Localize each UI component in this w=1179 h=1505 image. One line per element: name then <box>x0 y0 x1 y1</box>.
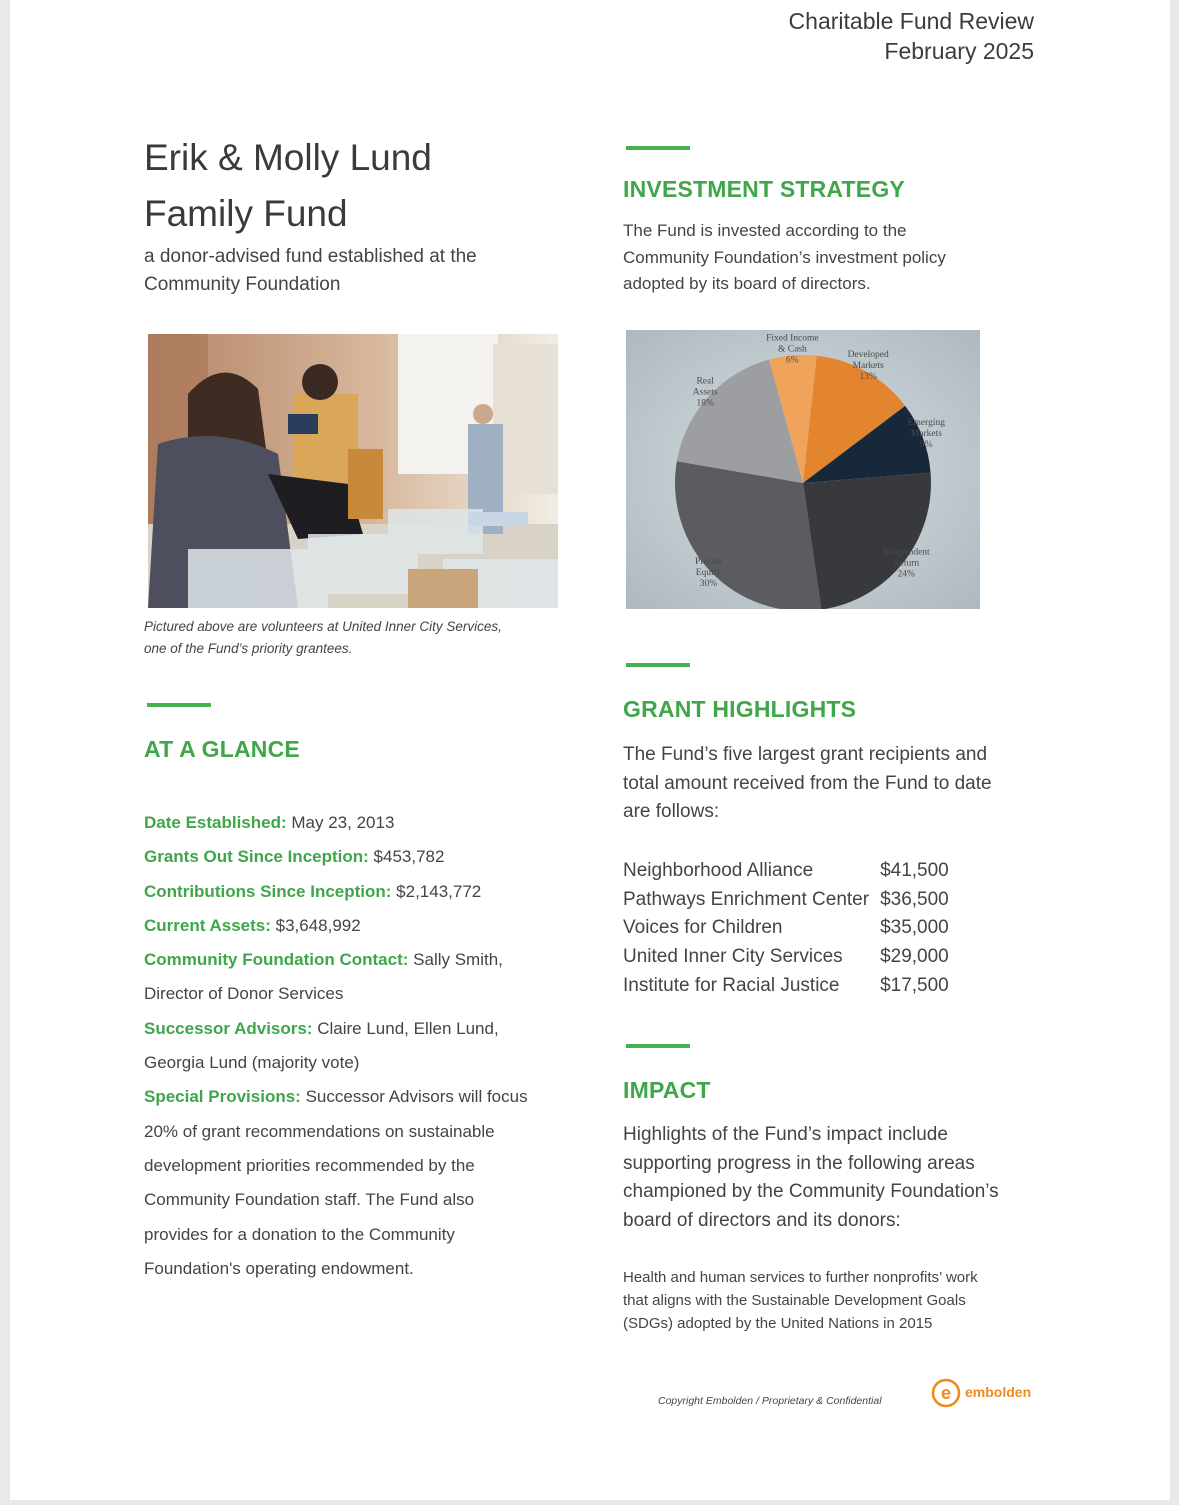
report-type: Charitable Fund Review <box>788 8 1034 34</box>
fact-special-cont-4: provides for a donation to the Community <box>144 1224 455 1244</box>
recipient-name: Voices for Children <box>623 917 783 939</box>
pie-label: Real Assets 18% <box>692 376 718 409</box>
fact-contact <box>144 943 574 977</box>
fact-label: Date Established: <box>144 813 287 832</box>
fund-title-line2: Family Fund <box>144 193 348 234</box>
glance-accent-bar <box>147 703 211 707</box>
impact-title: IMPACT <box>623 1077 711 1103</box>
investment-line2: Community Foundation’s investment policy <box>623 247 946 267</box>
copyright-notice: Copyright Embolden / Proprietary & Confidential <box>658 1395 882 1407</box>
recipient-amount: $35,000 <box>880 917 949 939</box>
report-date: February 2025 <box>884 38 1034 64</box>
fund-subtitle-line2: Community Foundation <box>144 274 341 295</box>
fact-value: $3,648,992 <box>270 915 361 935</box>
fund-title <box>144 130 432 242</box>
investment-line1: The Fund is invested according to the <box>623 221 907 240</box>
fact-value: Sally Smith, <box>408 950 503 970</box>
fact-special-provisions <box>144 1080 574 1114</box>
investment-title: INVESTMENT STRATEGY <box>623 176 905 202</box>
fact-contact-cont: Director of Donor Services <box>144 984 344 1004</box>
recipient-amount: $29,000 <box>880 946 949 968</box>
fund-subtitle-line1: a donor-advised fund established at the <box>144 246 477 267</box>
grants-intro-line2: total amount received from the Fund to date <box>623 772 992 794</box>
impact-area-line1: Health and human services to further nonprofits’ work <box>623 1269 978 1286</box>
fact-grants-out <box>144 840 574 874</box>
table-row <box>623 886 949 915</box>
impact-area-line2: that aligns with the Sustainable Development Goals <box>623 1292 966 1309</box>
recipient-name: Institute for Racial Justice <box>623 974 840 996</box>
fact-special-cont-3: Community Foundation staff. The Fund also <box>144 1190 475 1210</box>
recipient-amount: $41,500 <box>880 860 949 881</box>
caption-line1: Pictured above are volunteers at United Inner City Services, <box>144 619 502 634</box>
fact-current-assets <box>144 909 574 943</box>
impact-accent-bar <box>626 1044 690 1048</box>
fact-label: Community Foundation Contact: <box>144 950 409 970</box>
embolden-logo-icon <box>931 1378 961 1413</box>
impact-line2: supporting progress in the following areas <box>623 1152 975 1174</box>
grant-recipients-table <box>623 857 949 1001</box>
investment-accent-bar <box>626 146 690 150</box>
pie-label: Emerging Markets 9% <box>907 418 946 451</box>
embolden-logo-text: embolden <box>965 1384 1032 1400</box>
table-row <box>623 972 949 1001</box>
allocation-pie-chart <box>626 330 980 609</box>
photo-caption <box>144 616 502 660</box>
caption-line2: one of the Fund’s priority grantees. <box>144 641 353 656</box>
table-row <box>623 943 949 972</box>
fact-date-established <box>144 806 574 840</box>
fact-contributions <box>144 875 574 909</box>
impact-area-line3: (SDGs) adopted by the United Nations in 2015 <box>623 1315 933 1332</box>
pie-label: Developed Markets 13% <box>847 350 889 383</box>
fund-title-line1: Erik & Molly Lund <box>144 137 432 178</box>
report-page <box>10 0 1170 1500</box>
fact-value: Claire Lund, Ellen Lund, <box>312 1018 499 1038</box>
recipient-name: Pathways Enrichment Center <box>623 888 870 910</box>
fact-successors-cont: Georgia Lund (majority vote) <box>144 1053 360 1073</box>
fact-label: Grants Out Since Inception: <box>144 847 369 867</box>
grants-intro-line3: are follows: <box>623 801 720 823</box>
fact-label: Contributions Since Inception: <box>144 881 392 901</box>
impact-line1: Highlights of the Fund’s impact include <box>623 1124 948 1145</box>
investment-line3: adopted by its board of directors. <box>623 274 871 293</box>
impact-intro <box>623 1121 999 1236</box>
fact-value: May 23, 2013 <box>286 813 395 832</box>
recipient-name: Neighborhood Alliance <box>623 860 814 881</box>
impact-area <box>623 1266 1043 1335</box>
table-row <box>623 914 949 943</box>
recipient-amount: $36,500 <box>880 888 949 910</box>
glance-title: AT A GLANCE <box>144 736 300 762</box>
glance-facts <box>144 806 574 1286</box>
pie-label: Independent Return 24% <box>882 547 930 580</box>
fact-label: Successor Advisors: <box>144 1018 313 1038</box>
grants-intro <box>623 741 992 827</box>
pie-svg <box>626 330 980 609</box>
fact-value: Successor Advisors will focus <box>300 1087 528 1107</box>
fact-value: $2,143,772 <box>391 881 482 901</box>
grants-accent-bar <box>626 663 690 667</box>
fact-label: Current Assets: <box>144 915 271 935</box>
fact-value: $453,782 <box>368 847 445 867</box>
pie-label: Private Equity 30% <box>694 557 722 590</box>
impact-line3: championed by the Community Foundation’s <box>623 1181 999 1203</box>
pie-label: Fixed Income & Cash 6% <box>766 333 819 366</box>
fact-special-cont-2: development priorities recommended by the <box>144 1155 475 1175</box>
recipient-name: United Inner City Services <box>623 946 843 968</box>
investment-text <box>623 218 946 298</box>
fund-subtitle <box>144 243 477 299</box>
grants-intro-line1: The Fund’s five largest grant recipients and <box>623 744 988 765</box>
grants-title: GRANT HIGHLIGHTS <box>623 696 857 722</box>
fact-special-cont-1: 20% of grant recommendations on sustainable <box>144 1121 495 1141</box>
logo-letter: e <box>940 1383 952 1403</box>
table-row <box>623 857 949 886</box>
fact-special-cont-5: Foundation's operating endowment. <box>144 1258 414 1278</box>
fact-label: Special Provisions: <box>144 1087 301 1107</box>
report-header <box>789 6 1034 66</box>
volunteers-photo <box>148 334 558 608</box>
fact-successors <box>144 1012 574 1046</box>
impact-line4: board of directors and its donors: <box>623 1210 901 1232</box>
recipient-amount: $17,500 <box>880 974 949 996</box>
